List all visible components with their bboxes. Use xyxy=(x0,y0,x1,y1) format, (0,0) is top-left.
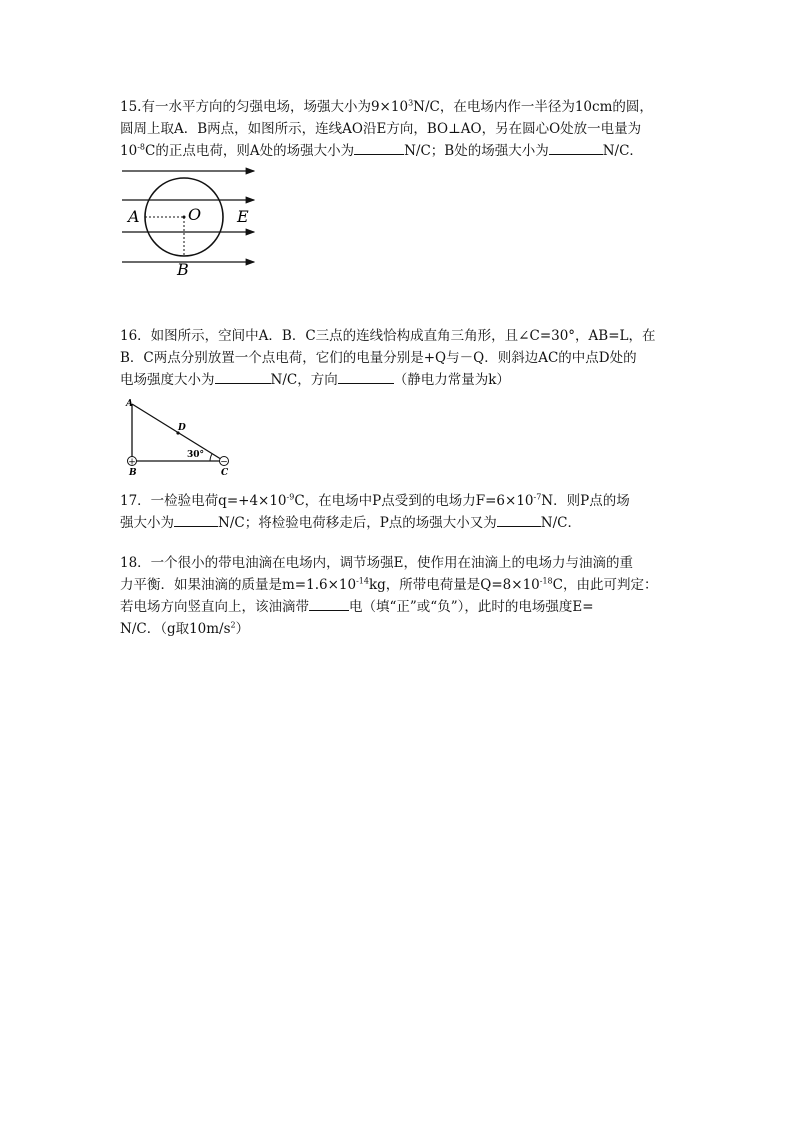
q17-answer-blank-2[interactable] xyxy=(497,512,541,527)
q18-exponent-2: -18 xyxy=(539,576,553,586)
label-d: D xyxy=(178,423,186,433)
q16-figure xyxy=(120,393,240,478)
q18-exponent-3: 2 xyxy=(230,620,236,630)
q17-answer-blank-1[interactable] xyxy=(174,512,218,527)
charge-b-sign: + xyxy=(128,457,136,468)
q17-line-2: 强大小为 N/C；将检验电荷移走后，P点的场强大小又为 N/C． xyxy=(120,512,680,534)
q17-exponent-1: -9 xyxy=(286,492,295,502)
q15-line-3: $10^{-8}C$的正点电荷，则A处的场强大小为 N/C；B处的场强大小为 N/C． xyxy=(120,140,680,162)
q15-answer-blank-2[interactable] xyxy=(549,140,603,155)
question-17 xyxy=(120,490,680,534)
q18-line-4: N/C．（g取$10m/s^2$） xyxy=(120,620,250,637)
label-a: A xyxy=(128,207,140,226)
q16-line-2: B．C两点分别放置一个点电荷，它们的电量分别是+Q与－Q．则斜边AC的中点D处的 xyxy=(120,350,637,366)
question-18 xyxy=(120,552,680,640)
label-angle: 30° xyxy=(187,450,205,460)
q17-line-1: 17．一检验电荷$q=+4\times 10^{-9}C$，在电场中P点受到的电场力$F=6\times 10^{-7}N$．则P点的场 xyxy=(120,492,630,509)
q15-figure xyxy=(118,160,263,280)
q18-line-1: 18．一个很小的带电油滴在电场内，调节场强E，使作用在油滴上的电场力与油滴的重 xyxy=(120,555,634,571)
label-b: B xyxy=(177,260,189,279)
q18-line-2: 力平衡．如果油滴的质量是$m=1.6\times 10^{-14}kg$，所带电荷量是$Q=8\times 10^{-18}C$，由此可判定： xyxy=(120,576,658,593)
q16-line-3: 电场强度大小为 N/C，方向 （静电力常量为k） xyxy=(120,369,680,391)
label-b: B xyxy=(129,468,137,478)
q15-line-2: 圆周上取A．B两点，如图所示，连线AO沿E方向，BO⊥AO，另在圆心O处放一电量为 xyxy=(120,121,642,137)
angle-arc xyxy=(210,454,212,461)
q15-exponent-2: -8 xyxy=(137,142,145,152)
q16-answer-blank-1[interactable] xyxy=(215,369,271,384)
q15-answer-blank-1[interactable] xyxy=(354,140,404,155)
label-e: E xyxy=(237,207,249,226)
charge-c-sign: − xyxy=(220,457,228,468)
q17-exponent-2: -7 xyxy=(533,492,542,502)
q15-exponent-1: 3 xyxy=(408,98,414,108)
label-a: A xyxy=(126,399,133,409)
q18-exponent-1: -14 xyxy=(356,576,369,586)
q18-answer-blank-1[interactable] xyxy=(309,596,349,611)
question-15 xyxy=(120,96,680,162)
q15-line-1: 15.有一水平方向的匀强电场，场强大小为$9\times 10^3N/C$，在电场内作一半径为10cm的圆， xyxy=(120,98,653,115)
label-c: C xyxy=(221,468,229,478)
q16-answer-blank-2[interactable] xyxy=(338,369,394,384)
question-16 xyxy=(120,325,680,391)
q18-line-3: 若电场方向竖直向上，该油滴带 电（填“正”或“负”），此时的电场强度E= xyxy=(120,596,680,618)
q16-line-1: 16．如图所示，空间中A．B．C三点的连线恰构成直角三角形，且∠C=30°，AB=L，在 xyxy=(120,328,656,344)
center-dot xyxy=(183,216,186,219)
label-o: O xyxy=(188,205,202,224)
